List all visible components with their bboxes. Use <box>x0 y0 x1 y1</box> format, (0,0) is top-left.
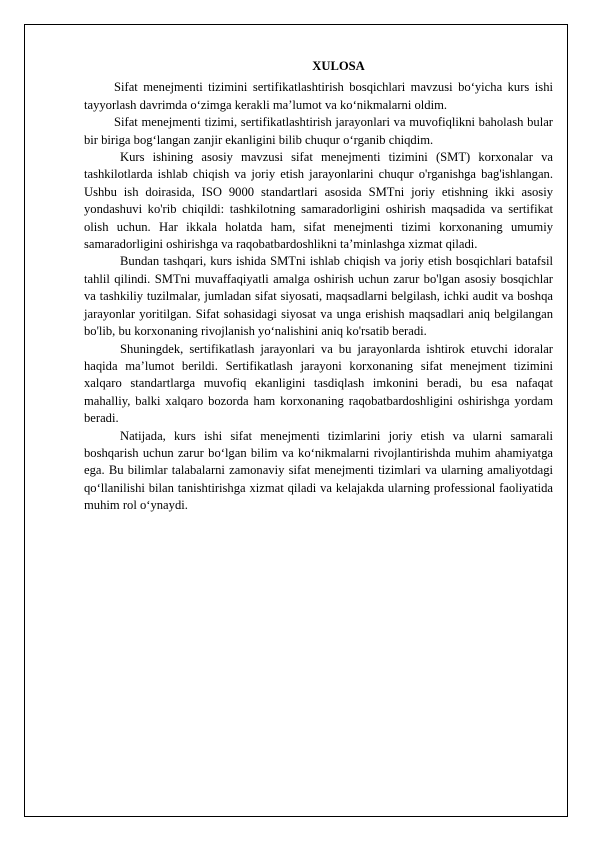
paragraph-3: Kurs ishining asosiy mavzusi sifat menejmenti tizimini (SMT) korxonalar va tashkilotlarda ishlab chiqish va joriy etish jarayonlarini chuqur o'rganishga bag'ishlangan. Ushbu ish doirasida, ISO 9000 standartlari asosida SMTni joriy etishning ikki asosiy yondashuvi ko'rib chiqildi: tashkilotning samaradorligini oshirish maqsadida va sertifikat olish uchun. Har ikkala holatda ham, sifat menejmenti tizimi korxonaning umumiy samaradorligini oshirishga va raqobatbardoshlikni ta’minlashga xizmat qiladi. <box>84 150 553 252</box>
paragraph-4: Bundan tashqari, kurs ishida SMTni ishlab chiqish va joriy etish bosqichlari batafsil tahlil qilindi. SMTni muvaffaqiyatli amalga oshirish uchun zarur bo'lgan asosiy bosqichlar va tashkiliy tuzilmalar, jumladan sifat siyosati, maqsadlarni belgilash, ichki audit va boshqa jarayonlar yoritilgan. Sifat sohasidagi siyosat va unga erishish maqsadlari aniq belgilangan bo'lib, bu korxonaning rivojlanish yo‘nalishini aniq ko'rsatib beradi. <box>84 254 553 339</box>
paragraph-6: Natijada, kurs ishi sifat menejmenti tizimlarini joriy etish va ularni samarali boshqarish uchun zarur bo‘lgan bilim va ko‘nikmalarni rivojlantirishda muhim ahamiyatga ega. Bu bilimlar talabalarni zamonaviy sifat menejmenti tizimlari va ularning amaliyotdagi qo‘llanilishi bilan tanishtirishga xizmat qiladi va kelajakda ularning professional faoliyatida muhim rol o‘ynaydi. <box>84 428 553 513</box>
page-title: XULOSA <box>312 59 365 73</box>
paragraph-2: Sifat menejmenti tizimi, sertifikatlashtirish jarayonlari va muvofiqlikni baholash bular bir biriga bog‘langan zanjir ekanligini bilib chuqur o‘rganib chiqdim. <box>84 115 553 147</box>
document-body <box>84 58 553 515</box>
paragraph-1: Sifat menejmenti tizimini sertifikatlashtirish bosqichlari mavzusi bo‘yicha kurs ishi tayyorlash davrimda o‘zimga kerakli ma’lumot va ko‘nikmalarni oldim. <box>84 80 553 112</box>
paragraph-5: Shuningdek, sertifikatlash jarayonlari va bu jarayonlarda ishtirok etuvchi idoralar haqida ma’lumot berildi. Sertifikatlash jarayoni korxonaning sifat menejment tizimini xalqaro standartlarga muvofiq ekanligini tasdiqlash imkonini beradi, bu esa nafaqat mahalliy, balki xalqaro bozorda ham korxonaning raqobatbardoshligini oshirishga yordam beradi. <box>84 341 553 426</box>
